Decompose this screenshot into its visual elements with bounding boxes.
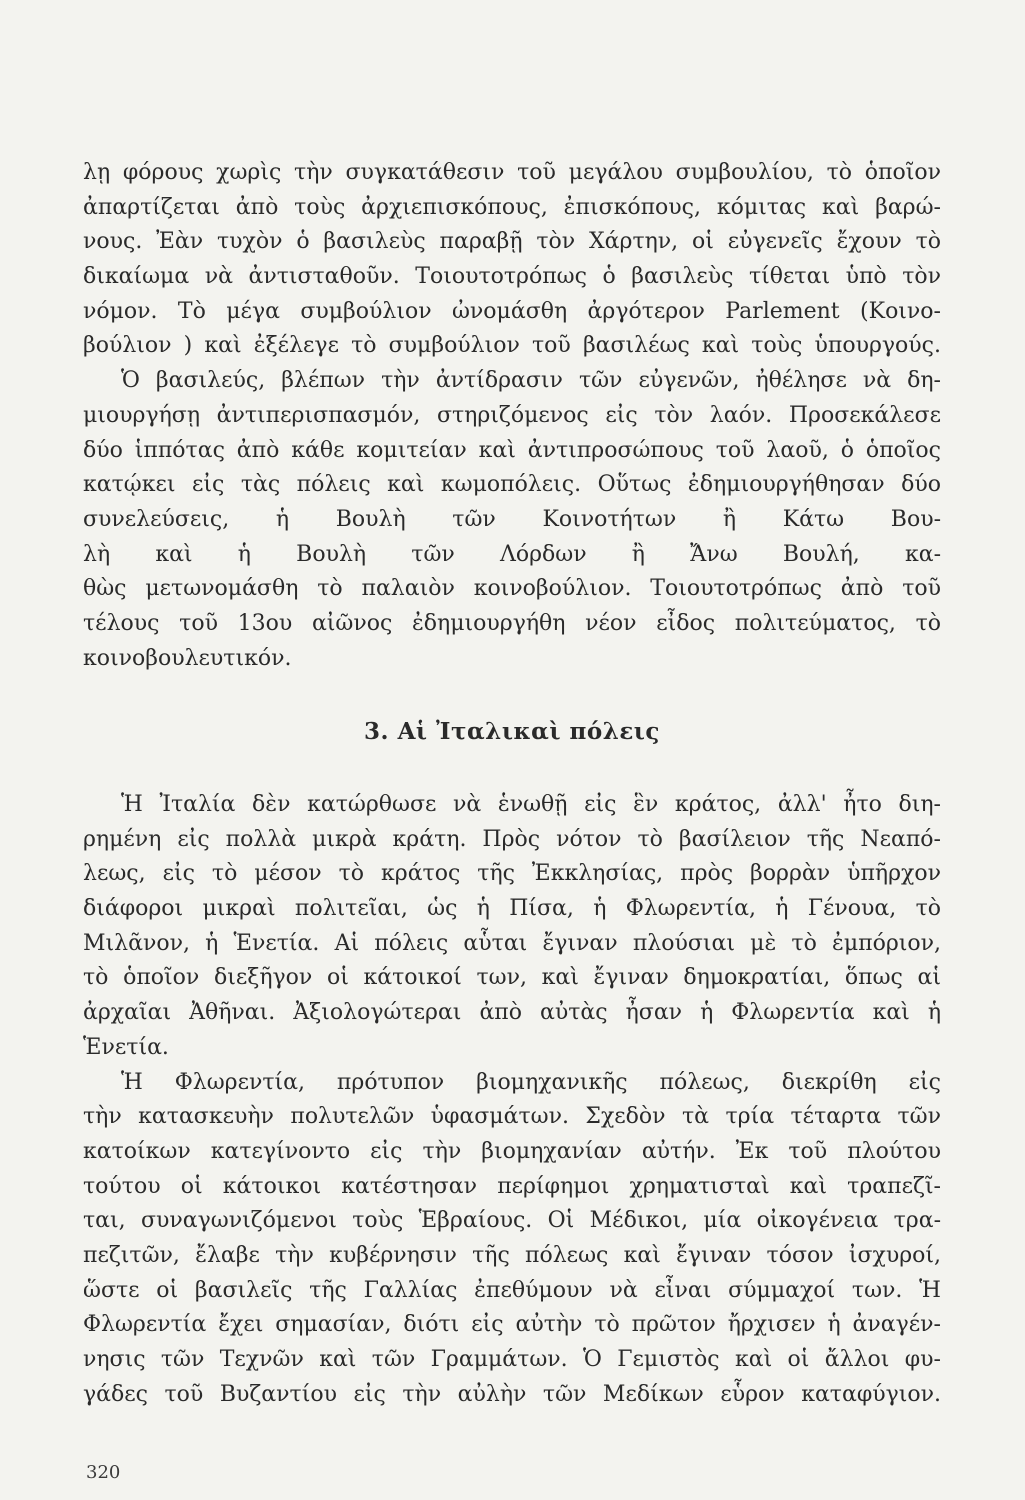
text-line: θὼς μετωνομάσθη τὸ παλαιὸν κοινοβούλιον. Τοιουτοτρόπως ἀπὸ τοῦ bbox=[83, 576, 941, 602]
body-text-top bbox=[83, 156, 941, 676]
text-line: λεως, εἰς τὸ μέσον τὸ κράτος τῆς Ἐκκλησίας, πρὸς βορρὰν ὑπῆρχον bbox=[83, 861, 941, 887]
text-line: Μιλᾶνον, ἡ Ἑνετία. Αἱ πόλεις αὗται ἔγιναν πλούσιαι μὲ τὸ ἐμπόριον, bbox=[83, 930, 941, 956]
text-line: Ὁ βασιλεύς, βλέπων τὴν ἀντίδρασιν τῶν εὐγενῶν, ἠθέλησε νὰ δη- bbox=[121, 368, 941, 394]
text-line: ἀπαρτίζεται ἀπὸ τοὺς ἀρχιεπισκόπους, ἐπισκόπους, κόμιτας καὶ βαρώ- bbox=[83, 194, 941, 220]
text-line: Ἑνετία. bbox=[83, 1034, 169, 1060]
text-line: νόμον. Τὸ μέγα συμβούλιον ὠνομάσθη ἀργότερον Parlement (Κοινο- bbox=[83, 298, 941, 324]
section-heading: 3. Αἱ Ἰταλικαὶ πόλεις bbox=[364, 718, 660, 745]
text-line: τούτου οἱ κάτοικοι κατέστησαν περίφημοι χρηματισταὶ καὶ τραπεζῖ- bbox=[83, 1173, 941, 1199]
text-line: κατοίκων κατεγίνοντο εἰς τὴν βιομηχανίαν αὐτήν. Ἐκ τοῦ πλούτου bbox=[83, 1138, 941, 1164]
page-number: 320 bbox=[86, 1462, 121, 1483]
text-line: ἀρχαῖαι Ἀθῆναι. Ἀξιολογώτεραι ἀπὸ αὐτὰς ἦσαν ἡ Φλωρεντία καὶ ἡ bbox=[83, 1000, 941, 1026]
text-line: ρημένη εἰς πολλὰ μικρὰ κράτη. Πρὸς νότον τὸ βασίλειον τῆς Νεαπό- bbox=[83, 826, 941, 852]
text-line: λὴ καὶ ἡ Βουλὴ τῶν Λόρδων ἢ Ἄνω Βουλή, κα- bbox=[83, 541, 941, 567]
text-line: Φλωρεντία ἔχει σημασίαν, διότι εἰς αὐτὴν τὸ πρῶτον ἤρχισεν ἡ ἀναγέν- bbox=[83, 1312, 941, 1338]
text-line: δικαίωμα νὰ ἀντισταθοῦν. Τοιουτοτρόπως ὁ βασιλεὺς τίθεται ὑπὸ τὸν bbox=[83, 264, 941, 290]
text-line: τὴν κατασκευὴν πολυτελῶν ὑφασμάτων. Σχεδὸν τὰ τρία τέταρτα τῶν bbox=[83, 1104, 941, 1130]
text-line: τὸ ὁποῖον διεξῆγον οἱ κάτοικοί των, καὶ ἔγιναν δημοκρατίαι, ὅπως αἱ bbox=[83, 965, 941, 991]
text-line: Ἡ Φλωρεντία, πρότυπον βιομηχανικῆς πόλεως, διεκρίθη εἰς bbox=[121, 1069, 941, 1095]
text-line: νησις τῶν Τεχνῶν καὶ τῶν Γραμμάτων. Ὁ Γεμιστὸς καὶ οἱ ἄλλοι φυ- bbox=[83, 1347, 941, 1372]
text-line: ὥστε οἱ βασιλεῖς τῆς Γαλλίας ἐπεθύμουν νὰ εἶναι σύμμαχοί των. Ἡ bbox=[83, 1277, 941, 1303]
text-line: ται, συναγωνιζόμενοι τοὺς Ἑβραίους. Οἱ Μέδικοι, μία οἰκογένεια τρα- bbox=[83, 1208, 941, 1234]
text-line: πεζιτῶν, ἔλαβε τὴν κυβέρνησιν τῆς πόλεως καὶ ἔγιναν τόσον ἰσχυροί, bbox=[83, 1242, 941, 1268]
text-line: βούλιον ) καὶ ἐξέλεγε τὸ συμβούλιον τοῦ βασιλέως καὶ τοὺς ὑπουργούς. bbox=[83, 333, 941, 359]
text-line: κοινοβουλευτικόν. bbox=[83, 645, 292, 671]
text-line: διάφοροι μικραὶ πολιτεῖαι, ὡς ἡ Πίσα, ἡ Φλωρεντία, ἡ Γένουα, τὸ bbox=[83, 896, 941, 922]
text-line: μιουργήσῃ ἀντιπερισπασμόν, στηριζόμενος εἰς τὸν λαόν. Προσεκάλεσε bbox=[83, 402, 941, 428]
text-line: γάδες τοῦ Βυζαντίου εἰς τὴν αὐλὴν τῶν Μεδίκων εὗρον καταφύγιον. bbox=[83, 1381, 941, 1407]
body-text-bottom bbox=[83, 788, 941, 1412]
text-line: λῃ φόρους χωρὶς τὴν συγκατάθεσιν τοῦ μεγάλου συμβουλίου, τὸ ὁποῖον bbox=[83, 160, 941, 185]
text-line: νους. Ἐὰν τυχὸν ὁ βασιλεὺς παραβῇ τὸν Χάρτην, οἱ εὐγενεῖς ἔχουν τὸ bbox=[83, 229, 941, 255]
text-line: κατῴκει εἰς τὰς πόλεις καὶ κωμοπόλεις. Οὕτως ἐδημιουργήθησαν δύο bbox=[83, 472, 941, 498]
text-line: δύο ἱππότας ἀπὸ κάθε κομιτείαν καὶ ἀντιπροσώπους τοῦ λαοῦ, ὁ ὁποῖος bbox=[83, 437, 941, 463]
text-line: συνελεύσεις, ἡ Βουλὴ τῶν Κοινοτήτων ἢ Κάτω Βου- bbox=[83, 506, 941, 532]
text-line: τέλους τοῦ 13ου αἰῶνος ἐδημιουργήθη νέον εἶδος πολιτεύματος, τὸ bbox=[83, 610, 941, 636]
text-line: Ἡ Ἰταλία δὲν κατώρθωσε νὰ ἑνωθῇ εἰς ἓν κράτος, ἀλλ' ἦτο διη- bbox=[121, 792, 941, 817]
